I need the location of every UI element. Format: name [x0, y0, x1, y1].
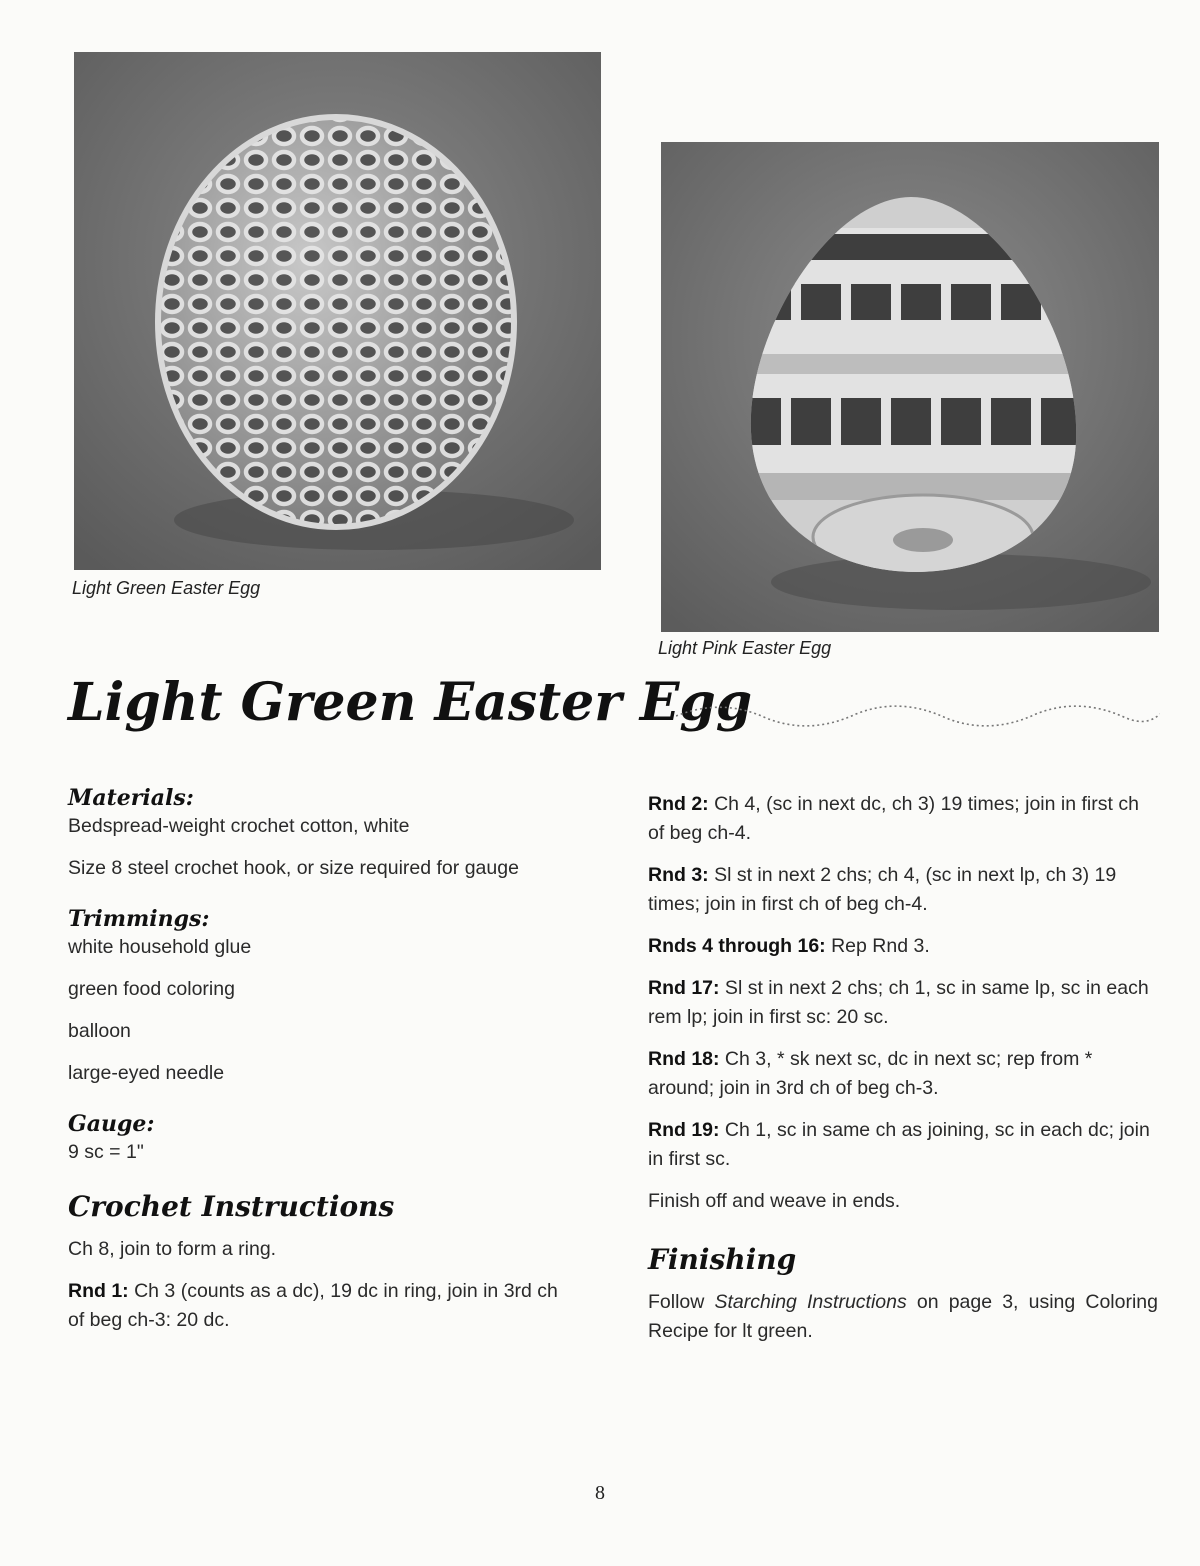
- photo-light-green-egg: [74, 52, 601, 570]
- finishing-text-part: on page 3, using Coloring Recipe for lt green.: [648, 1291, 1158, 1342]
- photo-light-pink-egg: [661, 142, 1159, 632]
- finish-off-note: Finish off and weave in ends.: [648, 1190, 901, 1212]
- photo-caption-green: Light Green Easter Egg: [72, 578, 261, 598]
- round-text: Ch 1, sc in same ch as joining, sc in each dc; join in first sc.: [648, 1119, 1150, 1170]
- left-column: [68, 784, 578, 1348]
- round-label: Rnd 18:: [648, 1048, 720, 1070]
- rounds-4-16: [648, 932, 1158, 961]
- gauge-value: 9 sc = 1": [68, 1141, 144, 1163]
- round-3: [648, 861, 1158, 919]
- round-label: Rnds 4 through 16:: [648, 935, 826, 957]
- decorative-squiggle-divider: [676, 700, 1160, 730]
- materials-item: Size 8 steel crochet hook, or size required for gauge: [68, 857, 519, 879]
- crochet-intro: Ch 8, join to form a ring.: [68, 1238, 277, 1260]
- round-text: Rep Rnd 3.: [825, 935, 930, 957]
- trimmings-item: balloon: [68, 1020, 131, 1042]
- photo-caption-pink: Light Pink Easter Egg: [658, 638, 832, 658]
- round-label: Rnd 3:: [648, 864, 709, 886]
- finishing-heading: Finishing: [648, 1243, 797, 1276]
- trimmings-item: green food coloring: [68, 978, 235, 1000]
- round-17: [648, 974, 1158, 1032]
- starching-instructions-ref: Starching Instructions: [714, 1291, 907, 1313]
- trimmings-item: white household glue: [68, 936, 252, 958]
- finishing-text-part: Follow: [648, 1291, 715, 1313]
- round-18: [648, 1045, 1158, 1103]
- round-text: Sl st in next 2 chs; ch 1, sc in same lp, sc in each rem lp; join in first sc: 20 sc.: [648, 977, 1149, 1028]
- materials-list: [68, 812, 578, 883]
- trimmings-heading: Trimmings:: [68, 906, 210, 932]
- round-label: Rnd 1:: [68, 1280, 129, 1302]
- crochet-instructions-heading: Crochet Instructions: [68, 1190, 395, 1223]
- right-column: [648, 790, 1158, 1359]
- finishing-text: [648, 1288, 1158, 1346]
- round-label: Rnd 2:: [648, 793, 709, 815]
- round-text: Sl st in next 2 chs; ch 4, (sc in next lp, ch 3) 19 times; join in first ch of beg ch-4.: [648, 864, 1117, 915]
- round-label: Rnd 17:: [648, 977, 720, 999]
- trimmings-item: large-eyed needle: [68, 1062, 225, 1084]
- round-1: [68, 1277, 578, 1335]
- round-2: [648, 790, 1158, 848]
- round-text: Ch 3, * sk next sc, dc in next sc; rep from * around; join in 3rd ch of beg ch-3.: [648, 1048, 1093, 1099]
- gauge-heading: Gauge:: [68, 1111, 155, 1137]
- page-title: Light Green Easter Egg: [68, 672, 753, 733]
- page-number: 8: [595, 1482, 605, 1504]
- materials-item: Bedspread-weight crochet cotton, white: [68, 815, 410, 837]
- trimmings-list: [68, 933, 578, 1088]
- materials-heading: Materials:: [68, 785, 194, 811]
- round-19: [648, 1116, 1158, 1174]
- round-label: Rnd 19:: [648, 1119, 720, 1141]
- round-text: Ch 4, (sc in next dc, ch 3) 19 times; join in first ch of beg ch-4.: [648, 793, 1139, 844]
- round-text: Ch 3 (counts as a dc), 19 dc in ring, join in 3rd ch of beg ch-3: 20 dc.: [68, 1280, 558, 1331]
